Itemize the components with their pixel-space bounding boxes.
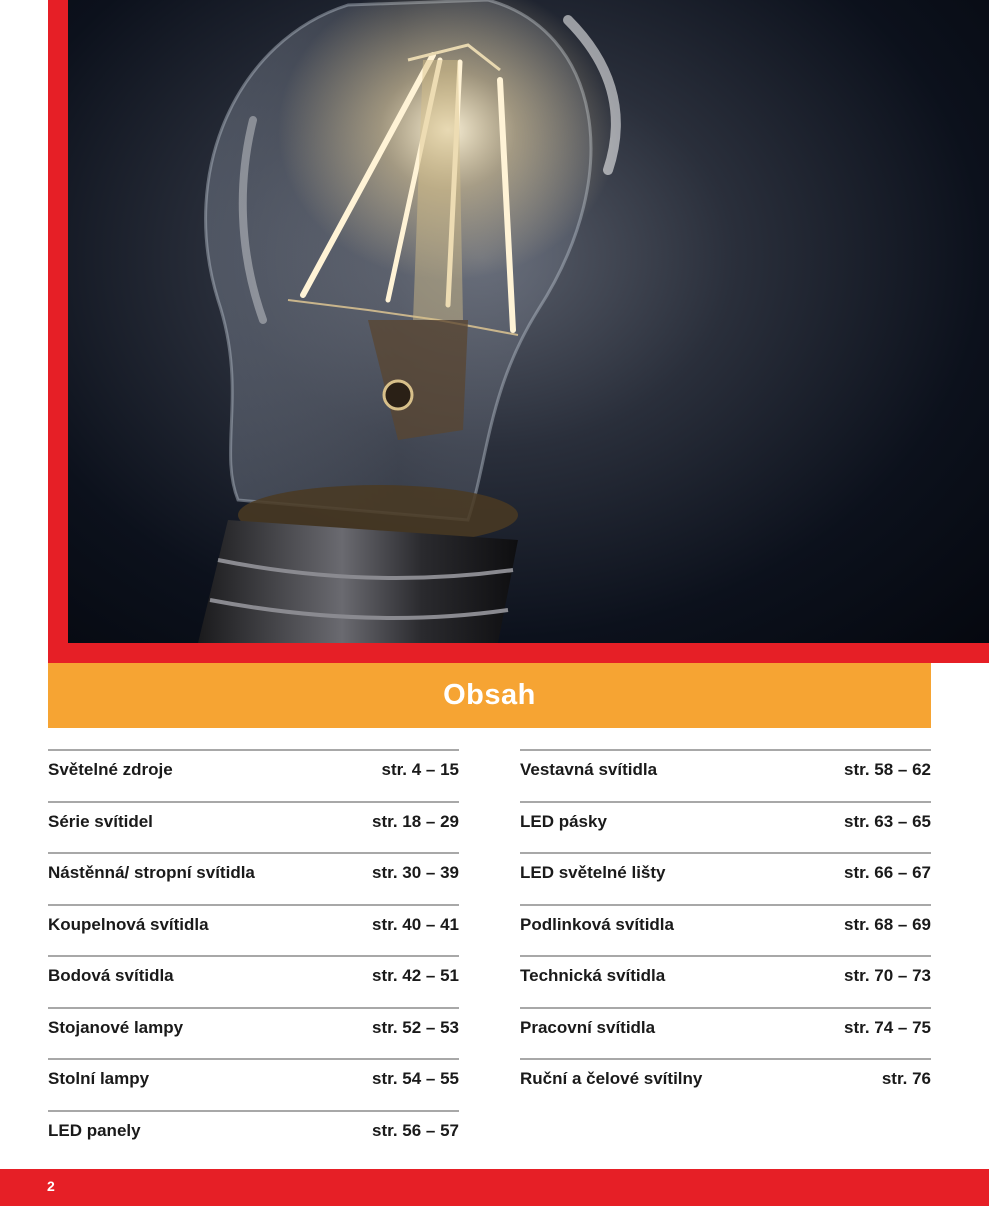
toc-right-column: [520, 749, 931, 1108]
toc-row[interactable]: [48, 1058, 459, 1108]
toc-label: Světelné zdroje: [48, 760, 173, 779]
toc-pages: str. 30 – 39: [372, 863, 459, 882]
toc-row[interactable]: [48, 749, 459, 799]
toc-label: LED panely: [48, 1120, 141, 1140]
toc-row[interactable]: [520, 904, 931, 954]
toc-row[interactable]: [520, 801, 931, 851]
hero-image: [68, 0, 989, 643]
toc-label: Technická svítidla: [520, 966, 666, 985]
toc-pages: str. 70 – 73: [844, 966, 931, 985]
toc-pages: str. 74 – 75: [844, 1017, 931, 1037]
toc-pages: str. 54 – 55: [372, 1069, 459, 1088]
toc-label: Pracovní svítidla: [520, 1017, 656, 1037]
toc-label: Série svítidel: [48, 811, 153, 831]
toc-row[interactable]: [48, 1110, 459, 1160]
toc-label: LED světelné lišty: [520, 863, 666, 882]
toc-label: Stolní lampy: [48, 1069, 150, 1088]
toc-row[interactable]: [48, 1007, 459, 1057]
toc-label: Bodová svítidla: [48, 966, 174, 985]
toc-row[interactable]: [520, 955, 931, 1005]
toc-pages: str. 52 – 53: [372, 1017, 459, 1037]
toc-pages: str. 63 – 65: [844, 811, 931, 831]
light-bulb-icon: [68, 0, 989, 643]
toc-label: Koupelnová svítidla: [48, 914, 209, 934]
toc-row[interactable]: [520, 1058, 931, 1108]
toc-row[interactable]: [520, 1007, 931, 1057]
toc-label: LED pásky: [520, 811, 607, 831]
toc-label: Nástěnná/ stropní svítidla: [48, 863, 255, 882]
toc-label: Podlinková svítidla: [520, 914, 674, 934]
toc-row[interactable]: [48, 904, 459, 954]
toc-label: Vestavná svítidla: [520, 760, 658, 779]
toc-label: Ruční a čelové svítilny: [520, 1069, 703, 1088]
toc-row[interactable]: [520, 749, 931, 799]
toc-pages: str. 56 – 57: [372, 1120, 459, 1140]
toc-row[interactable]: [520, 852, 931, 902]
toc-pages: str. 68 – 69: [844, 914, 931, 934]
toc-left-column: [48, 749, 459, 1160]
toc-row[interactable]: [48, 955, 459, 1005]
toc-pages: str. 42 – 51: [372, 966, 459, 985]
toc-label: Stojanové lampy: [48, 1017, 184, 1037]
toc-pages: str. 76: [881, 1069, 931, 1088]
contents-title: Obsah: [443, 679, 536, 711]
toc-row[interactable]: [48, 801, 459, 851]
footer-bar: [0, 1169, 989, 1206]
toc-pages: str. 66 – 67: [844, 863, 931, 882]
toc-pages: str. 18 – 29: [372, 811, 459, 831]
toc-pages: str. 40 – 41: [372, 914, 459, 934]
contents-banner: [48, 663, 931, 728]
toc-pages: str. 58 – 62: [844, 760, 931, 779]
toc-row[interactable]: [48, 852, 459, 902]
page-number: 2: [47, 1178, 55, 1194]
toc-pages: str. 4 – 15: [381, 760, 459, 779]
